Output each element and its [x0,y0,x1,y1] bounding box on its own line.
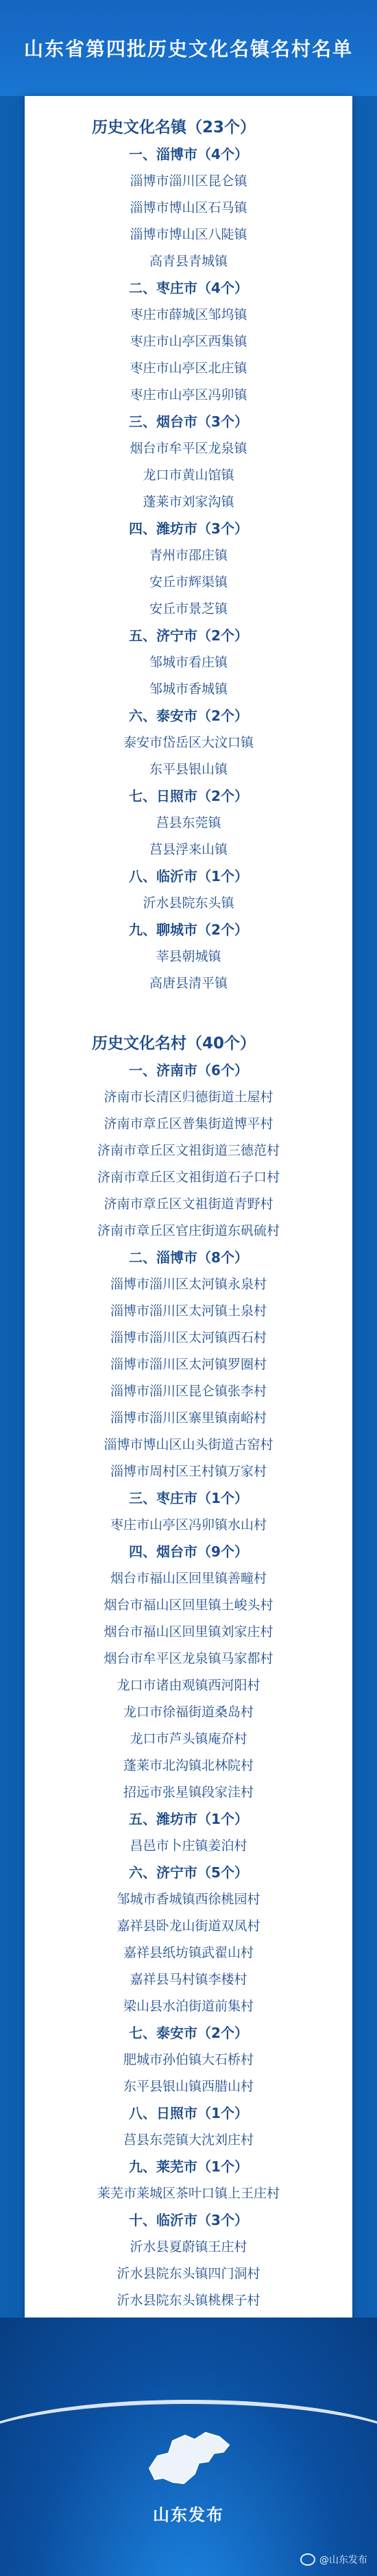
list-item: 梁山县水泊街道前集村 [123,1999,254,2014]
list-item: 淄博市淄川区寨里镇南峪村 [110,1410,267,1425]
city-heading: 三、枣庄市（1个） [129,1490,248,1506]
list-item: 龙口市芦头镇庵夼村 [130,1731,247,1746]
weibo-icon [300,2553,315,2566]
list-item: 昌邑市卜庄镇姜泊村 [130,1838,247,1853]
watermark [300,2553,367,2566]
footer [0,2318,377,2576]
list-item: 济南市章丘区文祖街道青野村 [104,1196,273,1212]
list-item: 嘉祥县纸坊镇武翟山村 [123,1945,254,1960]
header [0,0,377,96]
city-heading: 九、莱芜市（1个） [129,2158,248,2175]
list-item: 莒县浮来山镇 [149,842,228,857]
city-heading: 八、临沂市（1个） [129,868,248,884]
city-heading: 六、泰安市（2个） [129,708,248,724]
list-item: 济南市章丘区官庄街道东矾硫村 [97,1223,280,1238]
list-item: 蓬莱市刘家沟镇 [143,494,234,509]
city-heading: 一、济南市（6个） [129,1062,248,1079]
city-heading: 六、济宁市（5个） [129,1864,248,1881]
list-content [25,96,352,2448]
list-item: 淄博市淄川区太河镇罗圈村 [110,1357,267,1372]
list-item: 烟台市福山区回里镇刘家庄村 [104,1624,273,1639]
list-item: 东平县银山镇西腊山村 [123,2079,254,2094]
list-item: 烟台市福山区回里镇土峻头村 [104,1598,273,1613]
towns-list [44,141,333,997]
list-item: 莒县东莞镇大沈刘庄村 [123,2132,254,2147]
list-item: 淄博市博山区山头街道古窑村 [104,1437,273,1452]
list-item: 沂水县院东头镇 [143,895,234,911]
villages-heading: 历史文化名村（40个） [92,1035,256,1052]
list-item: 烟台市牟平区龙泉镇 [130,441,247,456]
list-item: 邹城市香城镇 [149,682,228,697]
city-heading: 十、临沂市（3个） [129,2212,248,2228]
city-heading: 一、淄博市（4个） [129,146,248,162]
list-item: 青州市邵庄镇 [149,548,228,563]
list-item: 安丘市景芝镇 [149,601,228,616]
list-item: 沂水县院东头镇桃棵子村 [117,2293,260,2308]
list-item: 济南市章丘区文祖街道三德范村 [97,1143,280,1158]
villages-list [44,1057,333,2448]
city-heading: 二、枣庄市（4个） [129,280,248,296]
list-item: 安丘市辉渠镇 [149,575,228,590]
section-gap [44,997,333,1030]
list-item: 莒县东莞镇 [156,815,221,830]
brand-name: 山东发布 [153,2505,224,2525]
city-heading: 五、潍坊市（1个） [129,1811,248,1827]
list-item: 龙口市徐福街道桑岛村 [123,1705,254,1720]
list-item: 淄博市淄川区太河镇永泉村 [110,1277,267,1292]
list-item: 泰安市岱岳区大汶口镇 [123,735,254,750]
list-item: 淄博市博山区石马镇 [130,200,247,215]
page-title: 山东省第四批历史文化名镇名村名单 [23,38,353,60]
list-item: 淄博市淄川区昆仑镇张李村 [110,1384,267,1399]
city-heading: 四、潍坊市（3个） [129,520,248,537]
list-item: 莘县朝城镇 [156,949,221,964]
list-item: 淄博市淄川区太河镇西石村 [110,1330,267,1345]
list-item: 招远市张星镇段家洼村 [123,1785,254,1800]
list-item: 邹城市香城镇西徐桃园村 [117,1892,260,1907]
list-item: 枣庄市山亭区北庄镇 [130,361,247,376]
city-heading: 七、泰安市（2个） [129,2025,248,2041]
list-item: 枣庄市山亭区冯卯镇水山村 [110,1517,267,1532]
city-heading: 九、聊城市（2个） [129,922,248,938]
list-item: 济南市章丘区普集街道博平村 [104,1116,273,1131]
list-item: 淄博市淄川区太河镇土泉村 [110,1303,267,1319]
list-item: 沂水县院东头镇四门洞村 [117,2266,260,2281]
list-item: 烟台市福山区回里镇善疃村 [110,1571,267,1586]
list-item: 高青县青城镇 [149,254,228,269]
list-item: 淄博市周村区王村镇万家村 [110,1464,267,1479]
list-item: 肥城市孙伯镇大石桥村 [123,2052,254,2067]
list-item: 枣庄市山亭区西集镇 [130,334,247,349]
list-item: 蓬莱市北沟镇北林院村 [123,1758,254,1773]
city-heading: 七、日照市（2个） [129,788,248,804]
city-heading: 四、烟台市（9个） [129,1543,248,1560]
shandong-map-icon [143,2420,234,2496]
list-item: 沂水县夏蔚镇王庄村 [130,2239,247,2254]
list-item: 龙口市黄山馆镇 [143,468,234,483]
city-heading: 五、济宁市（2个） [129,627,248,644]
list-item: 烟台市牟平区龙泉镇马家都村 [104,1651,273,1666]
city-heading: 三、烟台市（3个） [129,413,248,430]
list-item: 嘉祥县马村镇李楼村 [130,1972,247,1987]
watermark-text: @山东发布 [319,2555,367,2566]
list-item: 龙口市诸由观镇西河阳村 [117,1678,260,1693]
list-item: 枣庄市山亭区冯卯镇 [130,387,247,402]
list-item: 济南市长清区归德街道土屋村 [104,1090,273,1105]
list-item: 高唐县清平镇 [149,976,228,991]
list-item: 淄博市淄川区昆仑镇 [130,173,247,189]
list-item: 枣庄市薛城区邹坞镇 [130,307,247,322]
list-item: 东平县银山镇 [149,762,228,777]
list-item: 嘉祥县卧龙山街道双凤村 [117,1918,260,1934]
list-item: 淄博市博山区八陡镇 [130,227,247,242]
list-item: 邹城市看庄镇 [149,655,228,670]
city-heading: 二、淄博市（8个） [129,1249,248,1266]
list-item: 济南市章丘区文祖街道石子口村 [97,1170,280,1185]
city-heading: 八、日照市（1个） [129,2105,248,2121]
towns-heading: 历史文化名镇（23个） [92,119,256,136]
list-panel [25,96,352,2352]
list-item: 莱芜市莱城区茶叶口镇上王庄村 [97,2186,280,2201]
